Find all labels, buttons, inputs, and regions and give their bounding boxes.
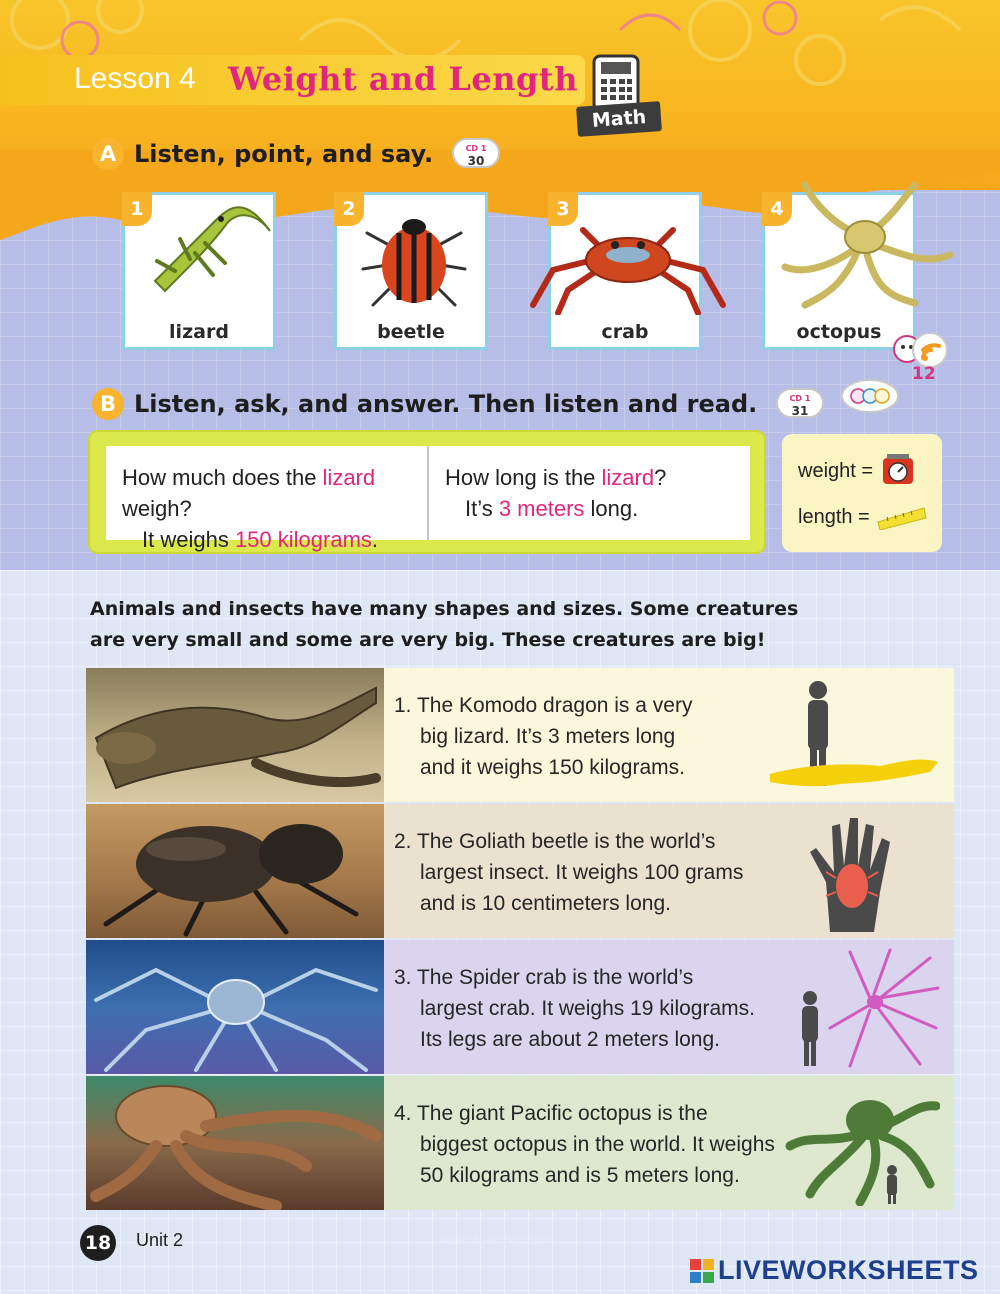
vocab-card-lizard[interactable] bbox=[122, 192, 276, 350]
dialog-length bbox=[427, 446, 750, 540]
text: weigh? bbox=[122, 496, 192, 521]
lesson-title: Weight and Length bbox=[228, 60, 578, 98]
komodo-dragon-image bbox=[86, 668, 384, 802]
text-line: 3. The Spider crab is the world’s bbox=[394, 966, 694, 989]
card-word: octopus bbox=[796, 321, 882, 343]
length-answer bbox=[445, 493, 740, 524]
section-b-badge: B bbox=[92, 388, 124, 420]
goliath-beetle-image bbox=[86, 804, 384, 938]
cd-track-31-button[interactable] bbox=[776, 388, 824, 418]
beetle-image bbox=[359, 205, 469, 315]
komodo-photo bbox=[86, 668, 384, 802]
vocab-card-crab[interactable] bbox=[548, 192, 702, 350]
crab-image bbox=[523, 215, 733, 315]
text-line: largest insect. It weighs 100 grams bbox=[420, 861, 744, 884]
text-line: and it weighs 150 kilograms. bbox=[420, 756, 685, 779]
reading-row-komodo bbox=[86, 668, 954, 802]
weight-question bbox=[122, 462, 417, 524]
text: ? bbox=[654, 465, 667, 490]
text: . bbox=[371, 527, 379, 552]
speaking-number: 12 bbox=[912, 364, 936, 384]
dialog-box bbox=[106, 446, 750, 552]
crab-text bbox=[394, 962, 814, 1055]
cd-label: CD 1 bbox=[465, 144, 487, 153]
cd-track-number: 30 bbox=[467, 154, 485, 168]
highlight-word: lizard bbox=[601, 465, 655, 490]
highlight-word: 3 meters bbox=[498, 496, 585, 521]
cd-track-30-button[interactable] bbox=[452, 138, 500, 168]
octopus-photo bbox=[86, 1076, 384, 1210]
text: How much does the bbox=[122, 465, 323, 490]
card-number: 1 bbox=[122, 192, 152, 226]
komodo-size-comparison-icon bbox=[770, 676, 940, 798]
legend-weight bbox=[798, 454, 917, 488]
section-a-badge: A bbox=[92, 138, 124, 170]
vocab-card-beetle[interactable] bbox=[334, 192, 488, 350]
komodo-text bbox=[394, 690, 814, 783]
section-b-instruction: Listen, ask, and answer. Then listen and read. bbox=[134, 390, 758, 418]
reading-intro bbox=[90, 594, 850, 656]
cd-label: CD 1 bbox=[789, 394, 811, 403]
liveworksheets-icon bbox=[690, 1259, 714, 1283]
dialog-weight bbox=[106, 446, 427, 552]
tape-measure-icon bbox=[876, 504, 928, 530]
legend-weight-label: weight = bbox=[798, 459, 874, 482]
crab-photo bbox=[86, 940, 384, 1074]
beetle-text bbox=[394, 826, 814, 919]
unit-label: Unit 2 bbox=[136, 1230, 184, 1250]
cd-track-number: 31 bbox=[791, 404, 809, 418]
card-word: crab bbox=[601, 321, 649, 343]
reading-row-beetle bbox=[86, 804, 954, 938]
intro-line: Animals and insects have many shapes and sizes. Some creatures bbox=[90, 598, 799, 620]
card-number: 3 bbox=[548, 192, 578, 226]
section-a-instruction: Listen, point, and say. bbox=[134, 140, 434, 168]
crab-size-comparison-icon bbox=[770, 948, 940, 1070]
vocab-card-octopus[interactable] bbox=[762, 192, 916, 350]
card-word: lizard bbox=[169, 321, 229, 343]
legend-length bbox=[798, 504, 928, 530]
section-a-heading bbox=[92, 138, 433, 170]
reading-row-octopus bbox=[86, 1076, 954, 1210]
octopus-size-comparison-icon bbox=[770, 1084, 940, 1206]
liveworksheets-logo[interactable] bbox=[690, 1255, 979, 1286]
text-line: big lizard. It’s 3 meters long bbox=[420, 725, 676, 748]
card-word: beetle bbox=[377, 321, 445, 343]
giant-pacific-octopus-image bbox=[86, 1076, 384, 1210]
text-line: 1. The Komodo dragon is a very bbox=[394, 694, 693, 717]
card-number: 2 bbox=[334, 192, 364, 226]
page-number: 18 bbox=[80, 1225, 116, 1261]
octopus-text bbox=[394, 1098, 814, 1191]
subject-tag: Math bbox=[576, 101, 662, 137]
card-number: 4 bbox=[762, 192, 792, 226]
hand-size-comparison-icon bbox=[770, 812, 940, 934]
lizard-image bbox=[135, 181, 285, 311]
intro-line: are very small and some are very big. These creatures are big! bbox=[90, 629, 766, 651]
pair-work-icon[interactable] bbox=[840, 378, 900, 414]
text-line: 50 kilograms and is 5 meters long. bbox=[420, 1164, 740, 1187]
text-line: largest crab. It weighs 19 kilograms. bbox=[420, 997, 755, 1020]
octopus-image bbox=[765, 175, 955, 315]
text: long. bbox=[584, 496, 639, 521]
units-legend bbox=[782, 434, 942, 552]
highlight-word: 150 kilograms bbox=[234, 527, 372, 552]
liveworksheets-text: LIVEWORKSHEETS bbox=[718, 1255, 979, 1285]
text-line: 4. The giant Pacific octopus is the bbox=[394, 1102, 708, 1125]
legend-length-label: length = bbox=[798, 505, 870, 528]
text-line: and is 10 centimeters long. bbox=[420, 892, 671, 915]
text-line: biggest octopus in the world. It weighs bbox=[420, 1133, 775, 1156]
highlight-word: lizard bbox=[322, 465, 376, 490]
text: It’s bbox=[465, 496, 499, 521]
text: How long is the bbox=[445, 465, 602, 490]
watermark-url: https://teachhpc.com bbox=[440, 1233, 551, 1247]
length-question bbox=[445, 462, 740, 493]
spider-crab-image bbox=[86, 940, 384, 1074]
weight-answer bbox=[122, 524, 417, 555]
lesson-label: Lesson 4 bbox=[74, 62, 196, 95]
beetle-photo bbox=[86, 804, 384, 938]
section-b-heading bbox=[92, 388, 757, 420]
text-line: Its legs are about 2 meters long. bbox=[420, 1028, 720, 1051]
text: It weighs bbox=[142, 527, 235, 552]
reading-row-crab bbox=[86, 940, 954, 1074]
text-line: 2. The Goliath beetle is the world’s bbox=[394, 830, 716, 853]
scale-icon bbox=[879, 454, 917, 488]
